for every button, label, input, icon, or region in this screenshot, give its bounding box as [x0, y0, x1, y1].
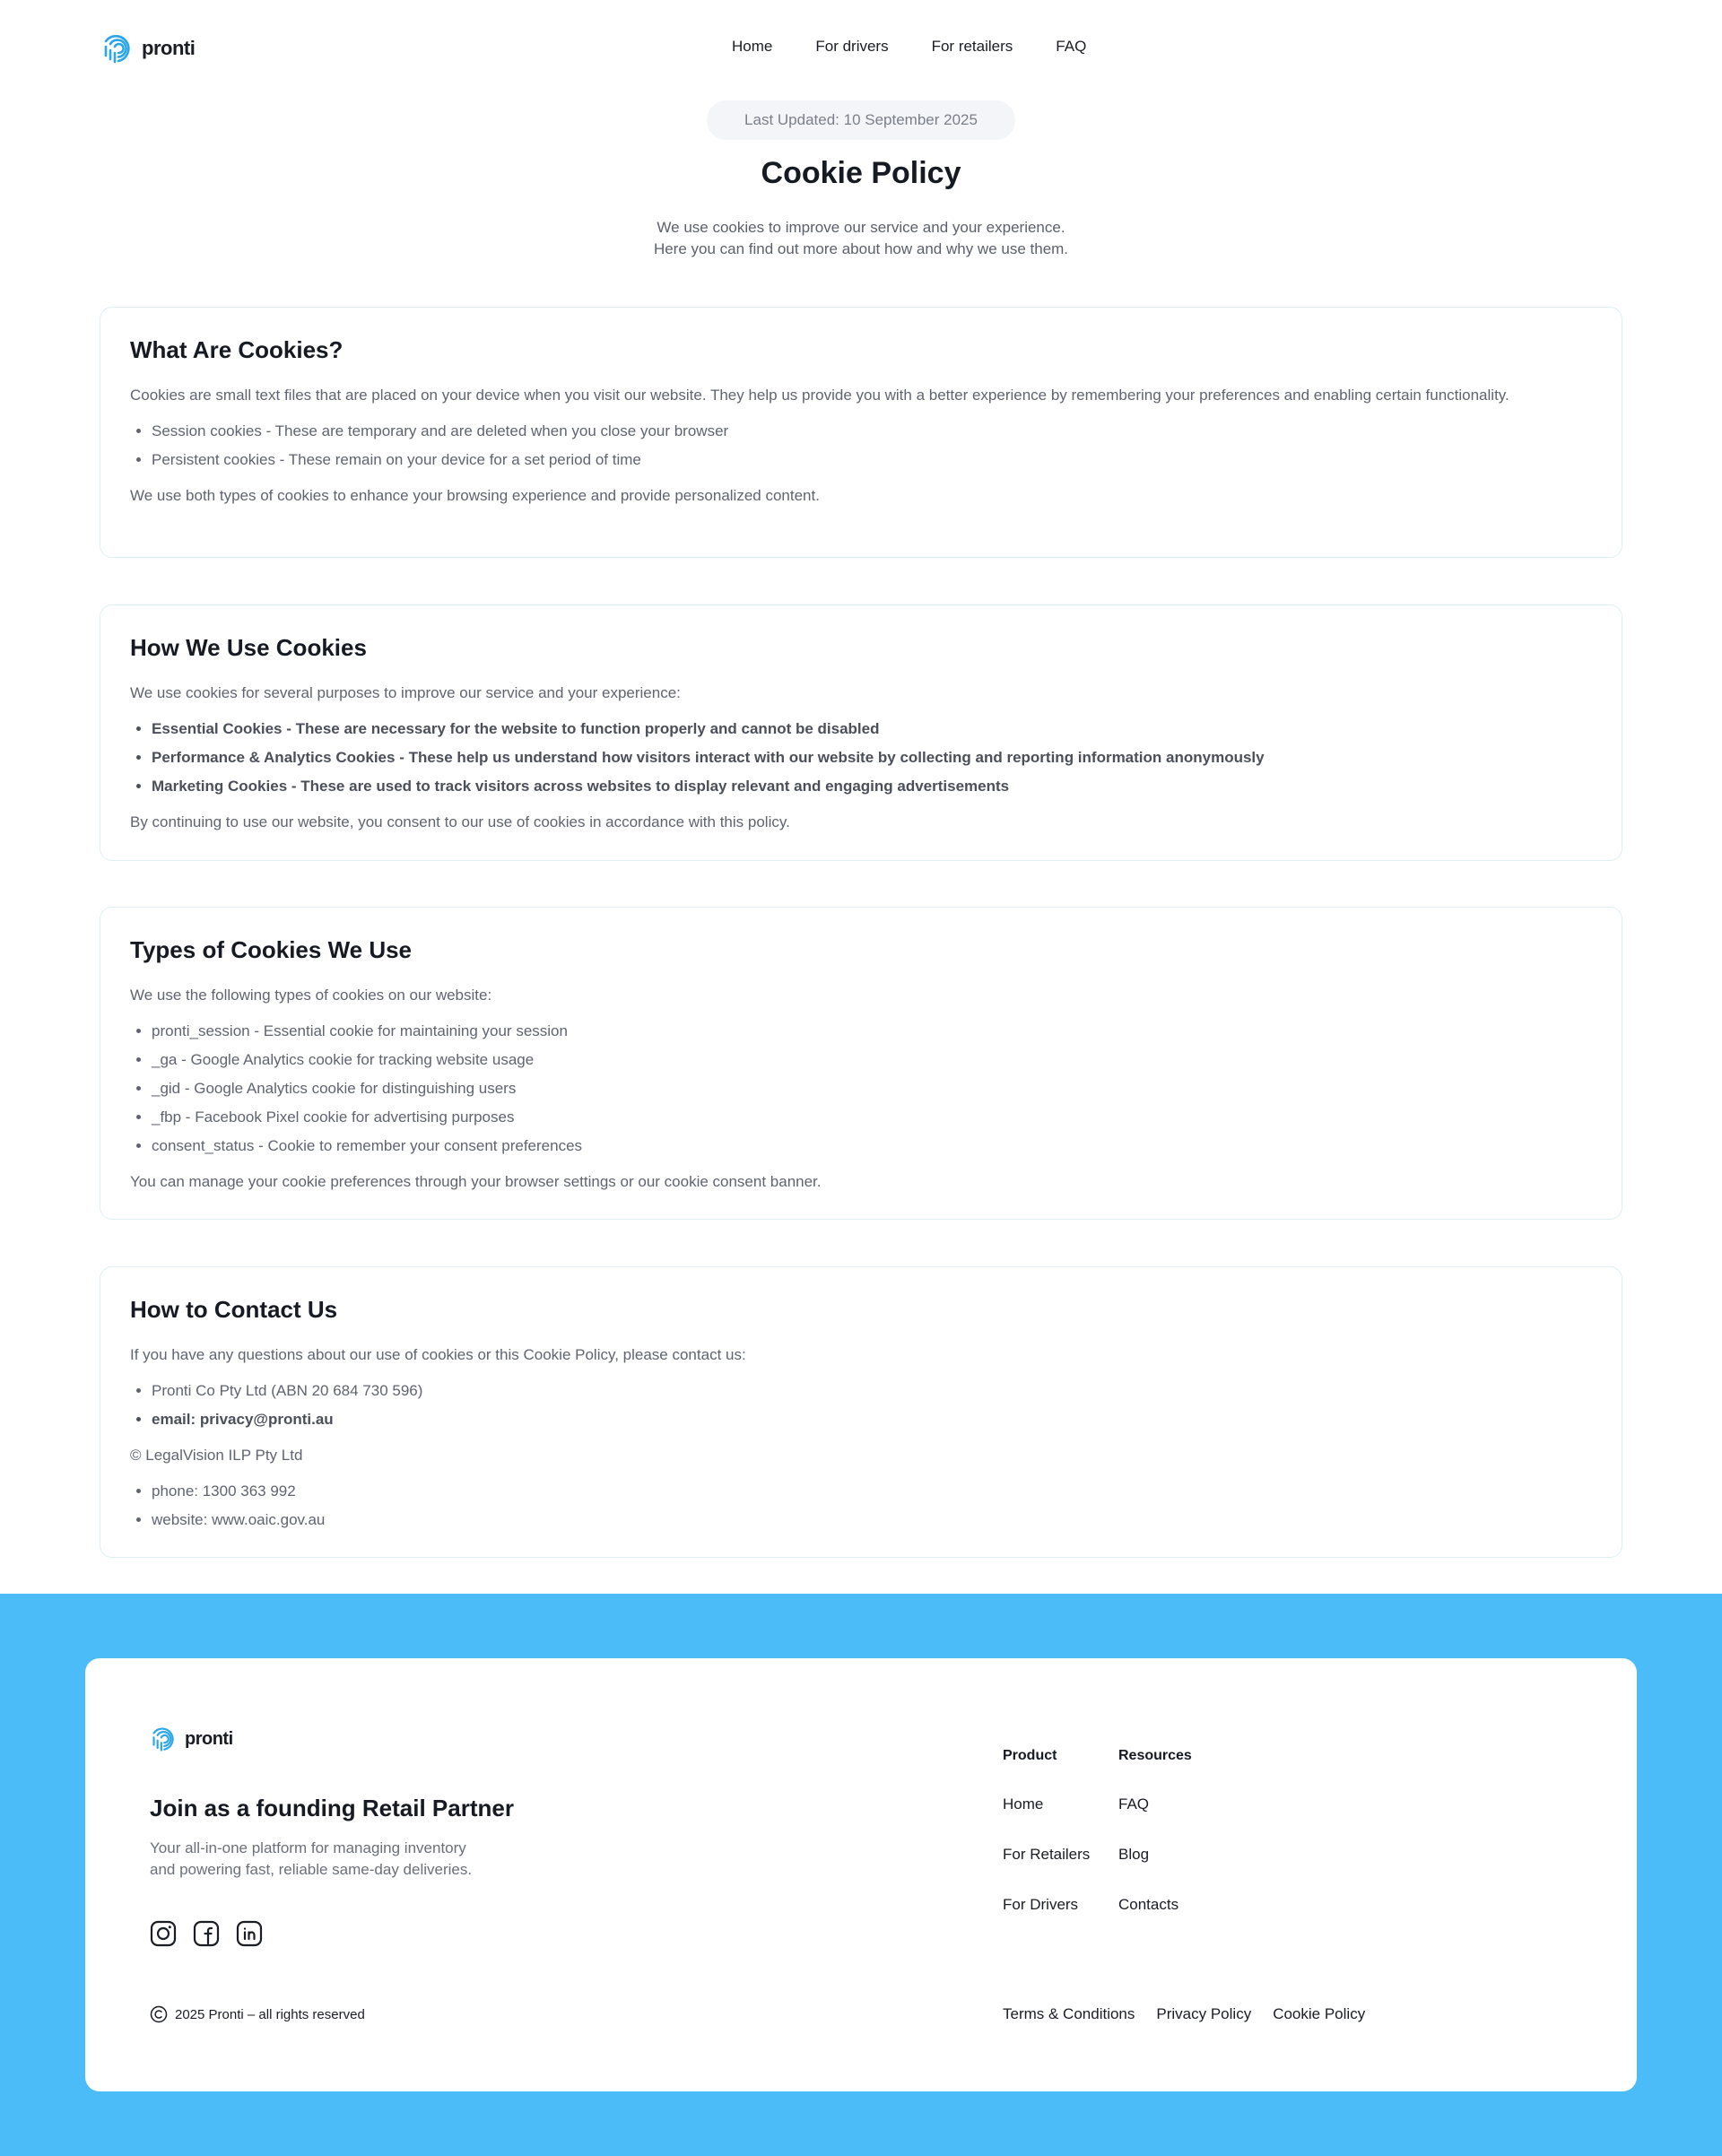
footer-link-for-retailers[interactable]: For Retailers — [1003, 1846, 1091, 1863]
section-outro: By continuing to use our website, you consent to our use of cookies in accordance with this policy. — [130, 813, 790, 830]
section-what-are-cookies — [100, 307, 1622, 558]
footer-link-cookie-policy[interactable]: Cookie Policy — [1273, 2005, 1366, 2022]
section-list — [152, 1381, 1593, 1430]
list-item: • Session cookies - These are temporary and are deleted when you close your browser — [152, 422, 1593, 441]
footer-link-contacts[interactable]: Contacts — [1118, 1896, 1179, 1913]
footer-column-resources — [1118, 1748, 1192, 1944]
footer-description-line: Your all-in-one platform for managing inventory — [150, 1839, 466, 1856]
section-types-of-cookies — [100, 907, 1622, 1220]
instagram-icon[interactable] — [150, 1920, 177, 1947]
section-title: How to Contact Us — [130, 1296, 338, 1323]
footer-description-line: and powering fast, reliable same-day deliveries. — [150, 1861, 473, 1878]
intro-line: We use cookies to improve our service and your experience. — [657, 219, 1065, 236]
pronti-logo-icon — [102, 32, 136, 65]
nav-for-drivers[interactable]: For drivers — [815, 38, 889, 55]
footer-column-product — [1003, 1748, 1090, 1944]
footer-logo[interactable] — [151, 1726, 233, 1752]
section-intro: Cookies are small text files that are placed on your device when you visit our website. They help us provide you with a better experience by remembering your preferences and enabling certain functionality. — [130, 387, 1509, 404]
list-item: • phone: 1300 363 992 — [152, 1482, 1593, 1501]
section-contact-us — [100, 1266, 1622, 1558]
list-item: • consent_status - Cookie to remember your consent preferences — [152, 1136, 1593, 1156]
copyright — [150, 2005, 365, 2023]
linkedin-icon[interactable] — [236, 1920, 263, 1947]
list-item: • Marketing Cookies - These are used to track visitors across websites to display relevant and engaging advertisements — [152, 777, 1593, 796]
site-header — [0, 0, 1722, 99]
intro-line: Here you can find out more about how and why we use them. — [653, 240, 1069, 257]
footer-description — [150, 1838, 526, 1881]
footer-link-home[interactable]: Home — [1003, 1795, 1044, 1813]
section-outro: We use both types of cookies to enhance your browsing experience and provide personalized content. — [130, 487, 820, 504]
section-title: Types of Cookies We Use — [130, 936, 413, 963]
nav-for-retailers[interactable]: For retailers — [931, 38, 1013, 55]
section-middle: © LegalVision ILP Pty Ltd — [130, 1447, 303, 1464]
footer-link-for-drivers[interactable]: For Drivers — [1003, 1896, 1079, 1913]
list-item: • _ga - Google Analytics cookie for tracking website usage — [152, 1050, 1593, 1070]
section-list-secondary — [152, 1482, 1593, 1530]
footer-link-terms[interactable]: Terms & Conditions — [1003, 2005, 1135, 2022]
list-item: • Pronti Co Pty Ltd (ABN 20 684 730 596) — [152, 1381, 1593, 1401]
header-logo[interactable] — [102, 32, 195, 65]
section-how-we-use-cookies — [100, 604, 1622, 861]
copyright-text: 2025 Pronti – all rights reserved — [175, 2006, 365, 2022]
page-intro — [0, 217, 1722, 260]
copyright-icon — [150, 2005, 168, 2023]
footer-heading: Join as a founding Retail Partner — [150, 1795, 514, 1821]
list-item: • Persistent cookies - These remain on your device for a set period of time — [152, 450, 1593, 470]
section-list — [152, 1021, 1593, 1156]
list-item: • Essential Cookies - These are necessary for the website to function properly and cannot be disabled — [152, 719, 1593, 739]
list-item: • _fbp - Facebook Pixel cookie for advertising purposes — [152, 1108, 1593, 1127]
logo-wordmark: pronti — [185, 1728, 233, 1749]
list-item: • pronti_session - Essential cookie for maintaining your session — [152, 1021, 1593, 1041]
section-title: How We Use Cookies — [130, 634, 367, 661]
footer-link-privacy-policy[interactable]: Privacy Policy — [1156, 2005, 1252, 2022]
list-item: • Performance & Analytics Cookies - These help us understand how visitors interact with our website by collecting and reporting information anonymously — [152, 748, 1593, 768]
pronti-logo-icon — [151, 1726, 179, 1752]
list-item: • _gid - Google Analytics cookie for distinguishing users — [152, 1079, 1593, 1099]
section-list — [152, 719, 1593, 796]
footer-link-faq[interactable]: FAQ — [1118, 1795, 1150, 1813]
social-links — [150, 1920, 263, 1947]
main-nav — [732, 38, 1086, 56]
list-item: • website: www.oaic.gov.au — [152, 1510, 1593, 1530]
section-intro: If you have any questions about our use of cookies or this Cookie Policy, please contact us: — [130, 1346, 746, 1363]
section-intro: We use cookies for several purposes to improve our service and your experience: — [130, 684, 681, 701]
logo-wordmark: pronti — [142, 37, 196, 59]
section-list — [152, 422, 1593, 470]
facebook-icon[interactable] — [193, 1920, 220, 1947]
site-footer — [85, 1658, 1637, 2091]
footer-column-heading: Resources — [1118, 1748, 1192, 1763]
footer-column-heading: Product — [1003, 1748, 1057, 1763]
footer-link-blog[interactable]: Blog — [1118, 1846, 1150, 1863]
nav-faq[interactable]: FAQ — [1056, 38, 1087, 55]
nav-home[interactable]: Home — [732, 38, 773, 55]
legal-links — [1003, 2005, 1365, 2023]
section-title: What Are Cookies? — [130, 336, 344, 363]
section-intro: We use the following types of cookies on our website: — [130, 987, 492, 1004]
page-title: Cookie Policy — [761, 156, 961, 190]
list-item: • email: privacy@pronti.au — [152, 1410, 1593, 1430]
section-outro: You can manage your cookie preferences through your browser settings or our cookie consent banner. — [130, 1173, 822, 1190]
last-updated-badge: Last Updated: 10 September 2025 — [707, 100, 1015, 140]
